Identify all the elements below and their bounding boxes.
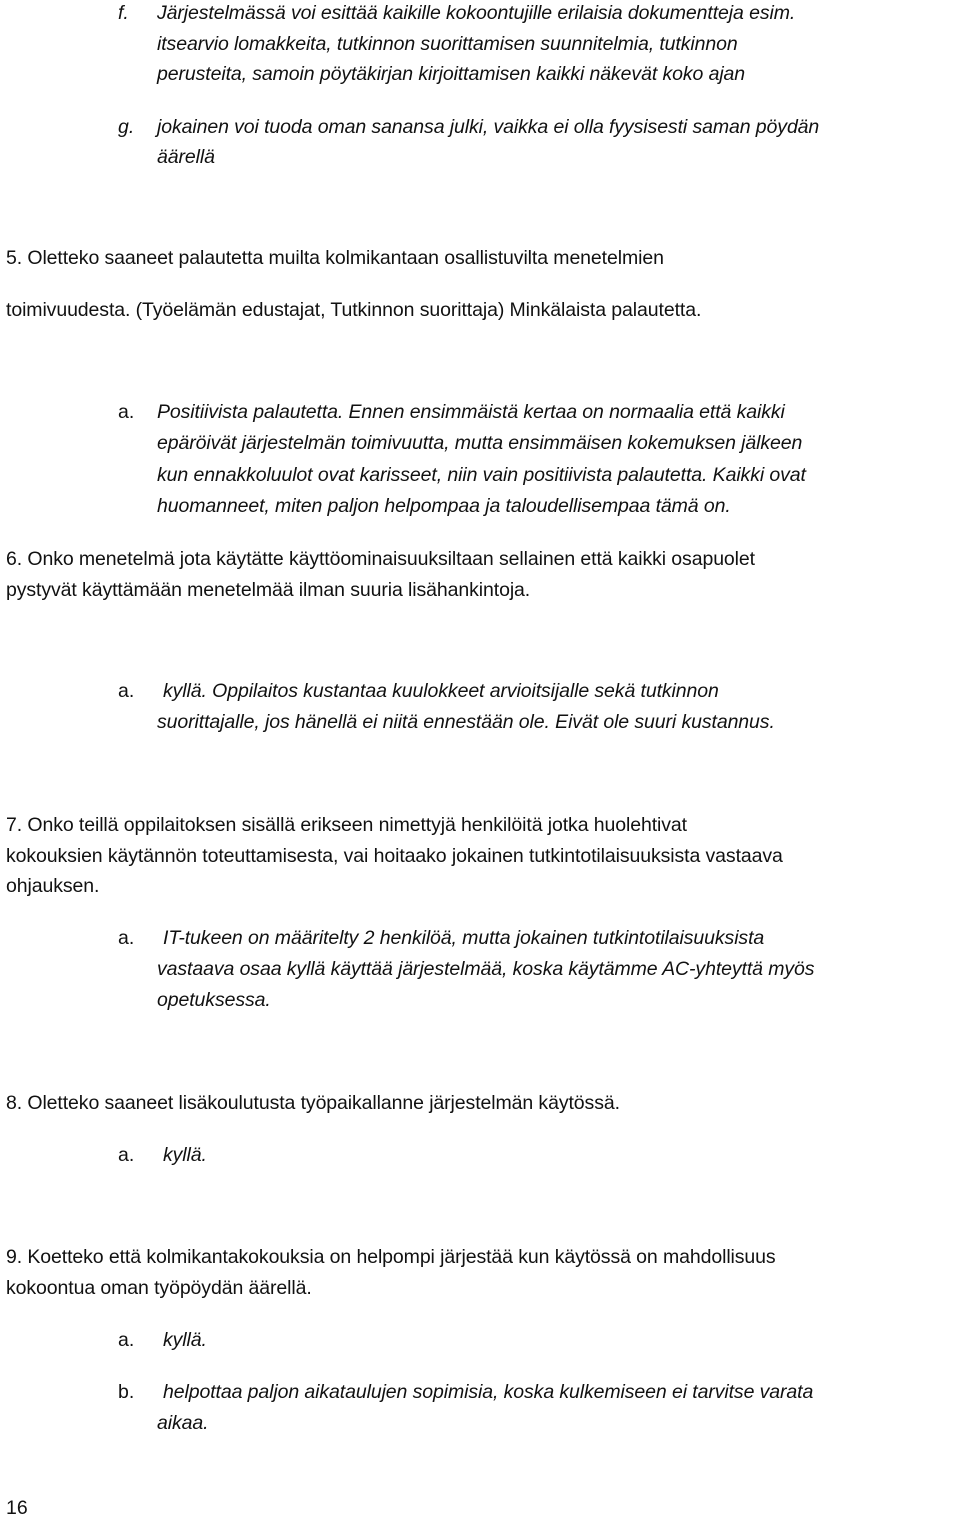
answer-5a-line-4: huomanneet, miten paljon helpompaa ja taloudellisempaa tämä on. bbox=[157, 495, 731, 517]
answer-9b-line-2: aikaa. bbox=[157, 1412, 209, 1434]
answer-9b-line-1: helpottaa paljon aikataulujen sopimisia, koska kulkemiseen ei tarvitse varata bbox=[163, 1381, 814, 1403]
item-g-line-2: äärellä bbox=[157, 146, 215, 168]
answer-6a-marker: a. bbox=[118, 680, 135, 702]
question-9-line-1: 9. Koetteko että kolmikantakokouksia on helpompi järjestää kun käytössä on mahdollisuus bbox=[6, 1246, 776, 1268]
item-g-line-1: jokainen voi tuoda oman sanansa julki, vaikka ei olla fyysisesti saman pöydän bbox=[157, 116, 820, 138]
answer-8a-marker: a. bbox=[118, 1144, 135, 1166]
answer-7a-line-2: vastaava osaa kyllä käyttää järjestelmää, koska käytämme AC-yhteyttä myös bbox=[157, 958, 815, 980]
answer-6a-line-2: suorittajalle, jos hänellä ei niitä ennestään ole. Eivät ole suuri kustannus. bbox=[157, 711, 775, 733]
list-marker-g: g. bbox=[118, 116, 135, 138]
question-7-line-2: kokouksien käytännön toteuttamisesta, vai hoitaako jokainen tutkintotilaisuuksista vastaava bbox=[6, 845, 783, 867]
item-f-line-3: perusteita, samoin pöytäkirjan kirjoittamisen kaikki näkevät koko ajan bbox=[157, 63, 746, 85]
answer-5a-line-3: kun ennakkoluulot ovat karisseet, niin vain positiivista palautetta. Kaikki ovat bbox=[157, 464, 806, 486]
question-7-line-1: 7. Onko teillä oppilaitoksen sisällä erikseen nimettyjä henkilöitä jotka huolehtivat bbox=[6, 814, 687, 836]
list-marker-f: f. bbox=[118, 2, 129, 24]
answer-5a-line-1: Positiivista palautetta. Ennen ensimmäistä kertaa on normaalia että kaikki bbox=[157, 401, 785, 423]
answer-9b-marker: b. bbox=[118, 1381, 135, 1403]
question-5-line-2: toimivuudesta. (Työelämän edustajat, Tutkinnon suorittaja) Minkälaista palautetta. bbox=[6, 299, 702, 321]
answer-5a-marker: a. bbox=[118, 401, 135, 423]
question-9-line-2: kokoontua oman työpöydän äärellä. bbox=[6, 1277, 312, 1299]
answer-7a-line-1: IT-tukeen on määritelty 2 henkilöä, mutta jokainen tutkintotilaisuuksista bbox=[163, 927, 765, 949]
question-8-line-1: 8. Oletteko saaneet lisäkoulutusta työpaikallanne järjestelmän käytössä. bbox=[6, 1092, 620, 1114]
answer-8a-line-1: kyllä. bbox=[163, 1144, 207, 1166]
answer-7a-line-3: opetuksessa. bbox=[157, 989, 271, 1011]
answer-5a-line-2: epäröivät järjestelmän toimivuutta, mutta ensimmäisen kokemuksen jälkeen bbox=[157, 432, 803, 454]
item-f-line-2: itsearvio lomakkeita, tutkinnon suorittamisen suunnitelmia, tutkinnon bbox=[157, 33, 738, 55]
question-6-line-2: pystyvät käyttämään menetelmää ilman suuria lisähankintoja. bbox=[6, 579, 531, 601]
page-number: 16 bbox=[6, 1497, 28, 1519]
item-f-line-1: Järjestelmässä voi esittää kaikille kokoontujille erilaisia dokumentteja esim. bbox=[157, 2, 796, 24]
question-6-line-1: 6. Onko menetelmä jota käytätte käyttöominaisuuksiltaan sellainen että kaikki osapuolet bbox=[6, 548, 755, 570]
answer-7a-marker: a. bbox=[118, 927, 135, 949]
answer-9a-line-1: kyllä. bbox=[163, 1329, 207, 1351]
question-7-line-3: ohjauksen. bbox=[6, 875, 100, 897]
question-5-line-1: 5. Oletteko saaneet palautetta muilta kolmikantaan osallistuvilta menetelmien bbox=[6, 247, 664, 269]
answer-6a-line-1: kyllä. Oppilaitos kustantaa kuulokkeet arvioitsijalle sekä tutkinnon bbox=[163, 680, 719, 702]
answer-9a-marker: a. bbox=[118, 1329, 135, 1351]
